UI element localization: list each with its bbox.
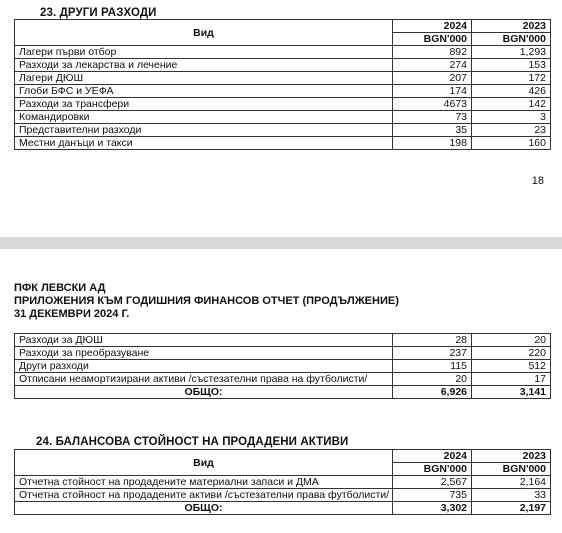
value-2023: 2,164 bbox=[472, 476, 551, 489]
row-label: Разходи за ДЮШ bbox=[15, 334, 393, 347]
note-23-table bbox=[14, 19, 551, 150]
row-label: Други разходи bbox=[15, 360, 393, 373]
value-2024: 274 bbox=[393, 59, 472, 72]
total-2024: 6,926 bbox=[393, 386, 472, 399]
value-2023: 160 bbox=[472, 137, 551, 150]
table-row bbox=[15, 334, 551, 347]
value-2024: 892 bbox=[393, 46, 472, 59]
value-2023: 23 bbox=[472, 124, 551, 137]
value-2024: 198 bbox=[393, 137, 472, 150]
row-label: Отчетна стойност на продадените активи /състезателни права футболисти/ bbox=[15, 489, 393, 502]
table-header-years bbox=[15, 450, 551, 463]
row-label: Разходи за преобразуване bbox=[15, 347, 393, 360]
table-row bbox=[15, 360, 551, 373]
table-row bbox=[15, 489, 551, 502]
total-2023: 2,197 bbox=[472, 502, 551, 515]
note-24-table bbox=[14, 449, 551, 515]
row-label: Глоби БФС и УЕФА bbox=[15, 85, 393, 98]
value-2023: 17 bbox=[472, 373, 551, 386]
total-label: ОБЩО: bbox=[15, 502, 393, 515]
page-number: 18 bbox=[531, 175, 544, 187]
value-2023: 142 bbox=[472, 98, 551, 111]
col-vid-header: Вид bbox=[15, 450, 393, 476]
value-2024: 174 bbox=[393, 85, 472, 98]
value-2024: 4673 bbox=[393, 98, 472, 111]
col-vid-header: Вид bbox=[15, 20, 393, 46]
total-2024: 3,302 bbox=[393, 502, 472, 515]
note-24-rows bbox=[15, 476, 551, 502]
total-label: ОБЩО: bbox=[15, 386, 393, 399]
table-row bbox=[15, 476, 551, 489]
value-2023: 512 bbox=[472, 360, 551, 373]
value-2023: 3 bbox=[472, 111, 551, 124]
value-2024: 115 bbox=[393, 360, 472, 373]
value-2024: 35 bbox=[393, 124, 472, 137]
row-label: Отчетна стойност на продадените материални запаси и ДМА bbox=[15, 476, 393, 489]
table-total-row bbox=[15, 502, 551, 515]
col-2023-header: 2023 bbox=[472, 450, 551, 463]
value-2024: 28 bbox=[393, 334, 472, 347]
note-23-title: 23. ДРУГИ РАЗХОДИ bbox=[40, 7, 157, 19]
row-label: Отписани неамортизирани активи /състезателни права на футболисти/ bbox=[15, 373, 393, 386]
unit-2023-header: BGN'000 bbox=[472, 463, 551, 476]
table-header-years bbox=[15, 20, 551, 33]
unit-2024-header: BGN'000 bbox=[393, 33, 472, 46]
table-row bbox=[15, 111, 551, 124]
report-date: 31 ДЕКЕМВРИ 2024 Г. bbox=[14, 308, 130, 320]
value-2024: 20 bbox=[393, 373, 472, 386]
value-2023: 153 bbox=[472, 59, 551, 72]
report-title: ПРИЛОЖЕНИЯ КЪМ ГОДИШНИЯ ФИНАНСОВ ОТЧЕТ (ПРОДЪЛЖЕНИЕ) bbox=[14, 295, 399, 307]
note-23-continued-table bbox=[14, 333, 551, 399]
row-label: Разходи за лекарства и лечение bbox=[15, 59, 393, 72]
table-row bbox=[15, 347, 551, 360]
value-2023: 426 bbox=[472, 85, 551, 98]
table-row bbox=[15, 137, 551, 150]
value-2024: 207 bbox=[393, 72, 472, 85]
table-row bbox=[15, 46, 551, 59]
value-2024: 735 bbox=[393, 489, 472, 502]
table-row bbox=[15, 59, 551, 72]
row-label: Разходи за трансфери bbox=[15, 98, 393, 111]
total-2023: 3,141 bbox=[472, 386, 551, 399]
value-2023: 220 bbox=[472, 347, 551, 360]
value-2023: 33 bbox=[472, 489, 551, 502]
row-label: Местни данъци и такси bbox=[15, 137, 393, 150]
page-separator bbox=[0, 237, 562, 249]
table-row bbox=[15, 373, 551, 386]
unit-2023-header: BGN'000 bbox=[472, 33, 551, 46]
value-2023: 20 bbox=[472, 334, 551, 347]
row-label: Лагери първи отбор bbox=[15, 46, 393, 59]
table-row bbox=[15, 124, 551, 137]
table-row bbox=[15, 98, 551, 111]
value-2023: 172 bbox=[472, 72, 551, 85]
row-label: Командировки bbox=[15, 111, 393, 124]
table-row bbox=[15, 85, 551, 98]
table-row bbox=[15, 72, 551, 85]
col-2023-header: 2023 bbox=[472, 20, 551, 33]
value-2024: 73 bbox=[393, 111, 472, 124]
col-2024-header: 2024 bbox=[393, 450, 472, 463]
value-2024: 237 bbox=[393, 347, 472, 360]
value-2024: 2,567 bbox=[393, 476, 472, 489]
row-label: Лагери ДЮШ bbox=[15, 72, 393, 85]
unit-2024-header: BGN'000 bbox=[393, 463, 472, 476]
note-23-continued-rows bbox=[15, 334, 551, 386]
col-2024-header: 2024 bbox=[393, 20, 472, 33]
row-label: Представителни разходи bbox=[15, 124, 393, 137]
note-24-title: 24. БАЛАНСОВА СТОЙНОСТ НА ПРОДАДЕНИ АКТИВИ bbox=[36, 436, 349, 448]
table-total-row bbox=[15, 386, 551, 399]
company-name: ПФК ЛЕВСКИ АД bbox=[14, 282, 106, 294]
note-23-rows bbox=[15, 46, 551, 150]
value-2023: 1,293 bbox=[472, 46, 551, 59]
